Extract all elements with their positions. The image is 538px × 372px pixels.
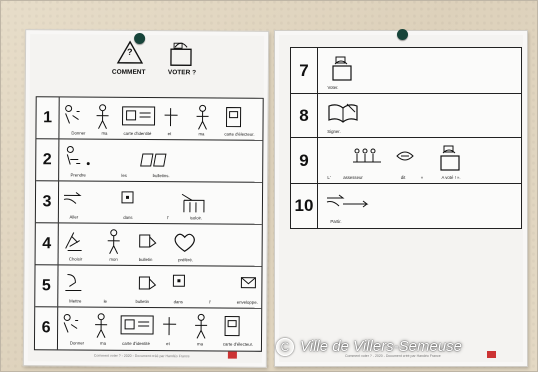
word: et [167,131,172,137]
word: L' [327,175,331,180]
step-row-6 [35,307,261,351]
word: carte d'identité [122,340,150,347]
step-number: 4 [36,223,59,264]
word: ma [99,340,106,346]
left-sheet [23,29,269,368]
step-number: 2 [36,139,59,180]
sheet-footer: Comment voter ? - 2020 - Document créé par Handéo France [93,353,190,359]
publisher-logo [487,351,496,358]
row3-pictograms [62,187,258,214]
word: isoloir. [189,215,202,221]
header-voter-label: VOTER ? [167,69,197,77]
word: Mettre [69,298,82,304]
step-number: 6 [35,307,58,349]
publisher-logo [228,352,237,359]
step-row-5 [35,265,261,309]
word: et [166,341,170,347]
word: enveloppe. [236,299,258,305]
step-row-4 [36,223,262,267]
sheet-header [108,39,218,90]
copyright-watermark [276,338,462,356]
word: ma [196,341,203,347]
word: dans [123,214,133,220]
step-row-1 [36,97,262,141]
word: bulletin [135,298,150,305]
row9-pictograms [323,142,473,172]
word: l' [209,299,212,305]
word: ma [198,131,205,137]
word: l' [166,215,169,221]
step-row-9 [291,138,521,184]
step-number: 7 [291,48,318,93]
word: mon [109,256,118,262]
word: Aller [69,214,79,220]
word: préféré. [178,257,193,263]
row4-pictograms [62,228,258,255]
step-row-10 [291,184,521,228]
word: le [103,298,107,304]
step-row-7 [291,48,521,94]
step-number: 10 [291,184,318,228]
row1-pictograms [62,103,258,130]
right-sheet [274,30,528,367]
header-comment-label: COMMENT [111,68,146,76]
steps-grid-right [290,47,522,229]
word: Voter. [327,85,339,90]
step-number: 5 [35,265,58,306]
word: Partir. [330,219,342,224]
row8-pictograms [323,100,363,126]
row10-pictograms [323,190,383,216]
question-mark-glyph: ? [126,46,133,57]
word: bulletin [138,256,153,263]
row7-pictograms [323,54,363,82]
word: carte d'électeur. [222,341,254,347]
word: carte d'électeur. [224,131,255,137]
copyright-icon: C [276,338,294,356]
step-number: 3 [36,181,59,222]
word: Donner [71,130,86,136]
word: assesseur [343,175,363,180]
step-number: 9 [291,138,318,183]
step-number: 1 [36,97,59,138]
word: ma [101,130,108,136]
word: les [121,172,127,178]
step-row-3 [36,181,262,225]
word: A voté ! ». [441,175,461,180]
steps-grid-left [34,96,264,352]
sheet-footer: Comment voter ? - 2020 - Document créé par Handéo France [345,354,441,358]
row6-pictograms [61,312,257,339]
word: Choisir [68,256,83,262]
step-number: 8 [291,94,318,137]
word: carte d'identité [123,130,152,137]
word: Signer. [327,129,341,134]
step-row-2 [36,139,262,183]
watermark-text: Ville de Villers-Semeuse [300,338,463,355]
step-row-8 [291,94,521,138]
word: dans [173,299,183,305]
word: dit [400,175,406,180]
pushpin [397,29,408,40]
word: Prendre [70,172,86,178]
word: « [420,175,424,180]
word: bulletins. [152,173,170,179]
row5-pictograms [61,270,257,297]
row2-pictograms [62,145,258,172]
word: Donner [69,340,85,346]
